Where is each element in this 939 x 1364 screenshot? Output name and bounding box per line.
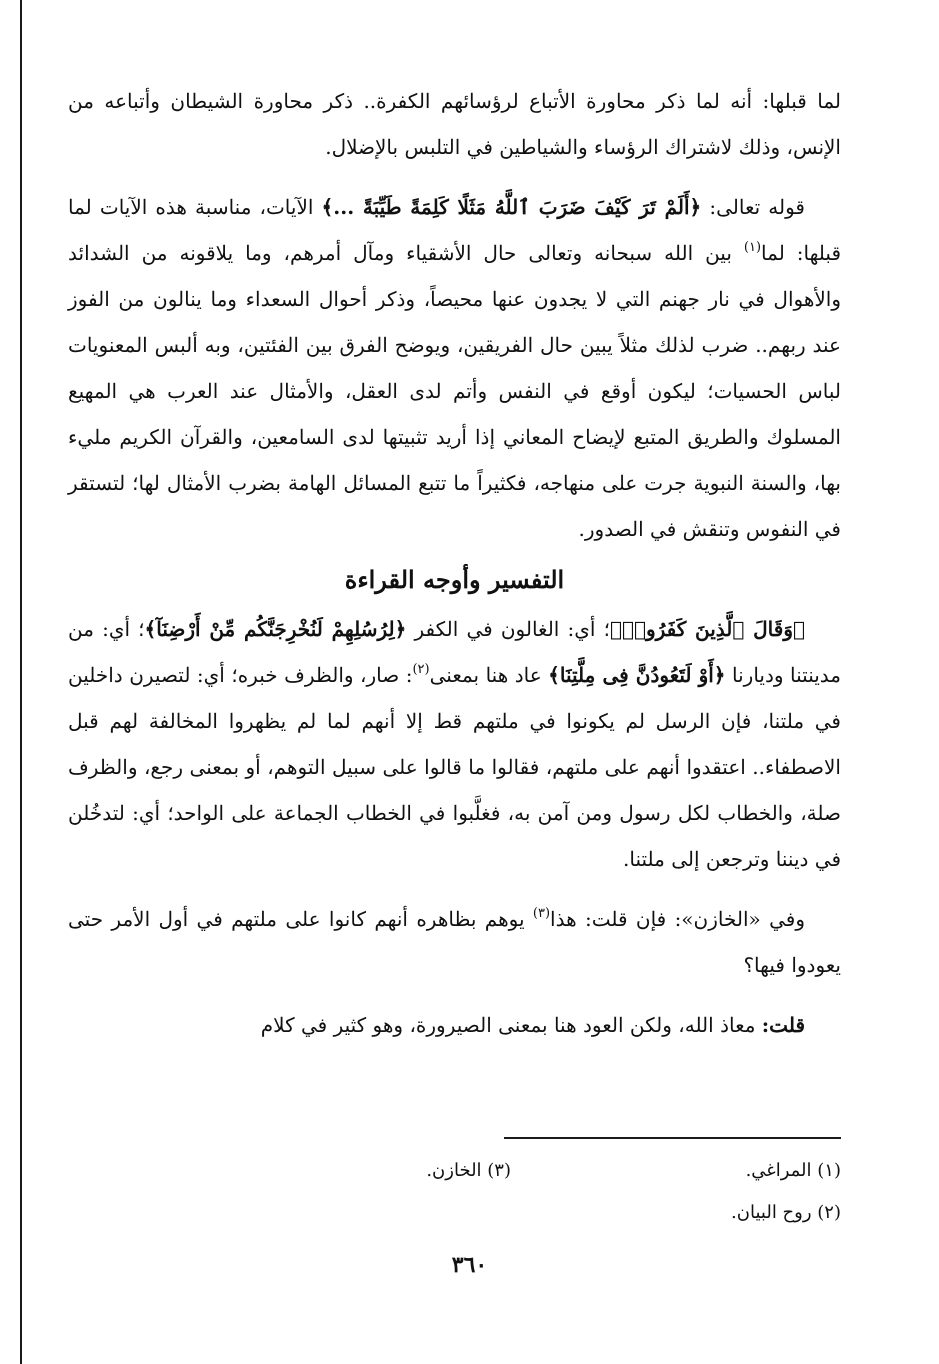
paragraph-3 — [68, 606, 841, 882]
paragraph-1 — [68, 78, 841, 170]
paragraph-1-text: لما قبلها: أنه لما ذكر محاورة الأتباع لرؤسائهم الكفرة.. ذكر محاورة الشيطان وأتباعه من الإنس، وذلك لاشتراك الرؤساء والشياطين في التلبس بالإضلال. — [68, 89, 841, 159]
quran-verse-1: ﴿أَلَمْ تَرَ كَيْفَ ضَرَبَ ٱللَّهُ مَثَلًا كَلِمَةً طَيِّبَةً ...﴾ — [321, 195, 702, 219]
quran-verse-4: ﴿أَوْ لَتَعُودُنَّ فِى مِلَّتِنَا﴾ — [548, 663, 726, 687]
main-text — [68, 78, 841, 1048]
paragraph-2-text-a: الآيات، مناسبة هذه الآيات لما قبلها: لما — [68, 195, 842, 265]
footnote-ref-3: (٣) — [532, 906, 551, 921]
footnotes — [68, 1150, 841, 1234]
footnote-ref-2: (٢) — [412, 662, 430, 677]
page-edge-line — [20, 0, 22, 1364]
footnote-3: (٣) الخازن. — [426, 1160, 511, 1181]
paragraph-2-text-b: بين الله سبحانه وتعالى حال الأشقياء ومآل أمرهم، وما يلاقونه من الشدائد والأهوال في نار جهنم التي لا يجدون عنها محيصاً، وذكر أحوال السعداء وما ينالون من الفوز عند ربهم.. ضرب لذلك مثلاً يبين حال الفريقين، ويوضح الفرق بين الفئتين، وبه ألبس المعنويات لباس الحسيات؛ ليكون أوقع في النفس وأتم لدى العقل، والأمثال عند العرب هي المهيع المسلوك والطريق المتبع لإيضاح المعاني إذا أريد تثبيتها لدى السامعين، والقرآن الكريم مليء بها، والسنة النبوية جرت على منهاجه، فكثيراً ما تتبع المسائل الهامة بضرب الأمثال لها؛ لتستقر في النفوس وتنقش في الصدور. — [68, 241, 841, 541]
paragraph-3-text-b: ؛ أي: من مدينتنا وديارنا — [68, 617, 841, 687]
paragraph-3-text-d: : صار، والظرف خبره؛ أي: لتصيرن داخلين في ملتنا، فإن الرسل لم يكونوا في ملتهم قط إلا أنهم لما لم يظهروا المخالفة لهم قبل الاصطفاء.. اعتقدوا أنهم على ملتهم، فقالوا ما قالوا على سبيل التوهم، أو بمعنى رجع، والظرف صلة، والخطاب لكل رسول ومن آمن به، فغلَّبوا في الخطاب الجماعة على الواحد؛ أي: لتدخُلن في ديننا وترجعن إلى ملتنا. — [68, 663, 841, 871]
paragraph-4-text-a: وفي «الخازن»: فإن قلت: هذا — [550, 907, 806, 931]
footnote-2: (٢) روح البيان. — [731, 1202, 841, 1223]
paragraph-2-lead: قوله تعالى: — [701, 195, 805, 219]
page-number: ٣٦٠ — [451, 1252, 488, 1278]
footnote-row-1 — [68, 1150, 841, 1192]
paragraph-4-text-b: يوهم بظاهره أنهم كانوا على ملتهم في أول الأمر حتى يعودوا فيها؟ — [68, 907, 841, 977]
footnote-separator — [504, 1137, 841, 1139]
paragraph-3-text-c: عاد هنا بمعنى — [429, 663, 549, 687]
footnote-1: (١) المراغي. — [745, 1160, 841, 1181]
section-heading: التفسير وأوجه القراءة — [344, 565, 565, 594]
paragraph-5-lead: قلت: — [761, 1013, 805, 1037]
paragraph-5 — [68, 1002, 841, 1048]
footnote-ref-1: (١) — [743, 240, 762, 255]
footnote-row-2 — [68, 1192, 841, 1234]
quran-verse-3: ﴿لِرُسُلِهِمْ لَنُخْرِجَنَّكُم مِّنْ أَرْضِنَآ﴾ — [144, 617, 407, 641]
paragraph-3-text-a: ؛ أي: الغالون في الكفر — [406, 617, 610, 641]
paragraph-2 — [68, 184, 841, 552]
quran-verse-2: ﴿وَقَالَ ٱلَّذِينَ كَفَرُوا۟﴾ — [609, 617, 805, 641]
paragraph-5-text: معاذ الله، ولكن العود هنا بمعنى الصيرورة، وهو كثير في كلام — [260, 1013, 762, 1037]
paragraph-4 — [68, 896, 841, 988]
